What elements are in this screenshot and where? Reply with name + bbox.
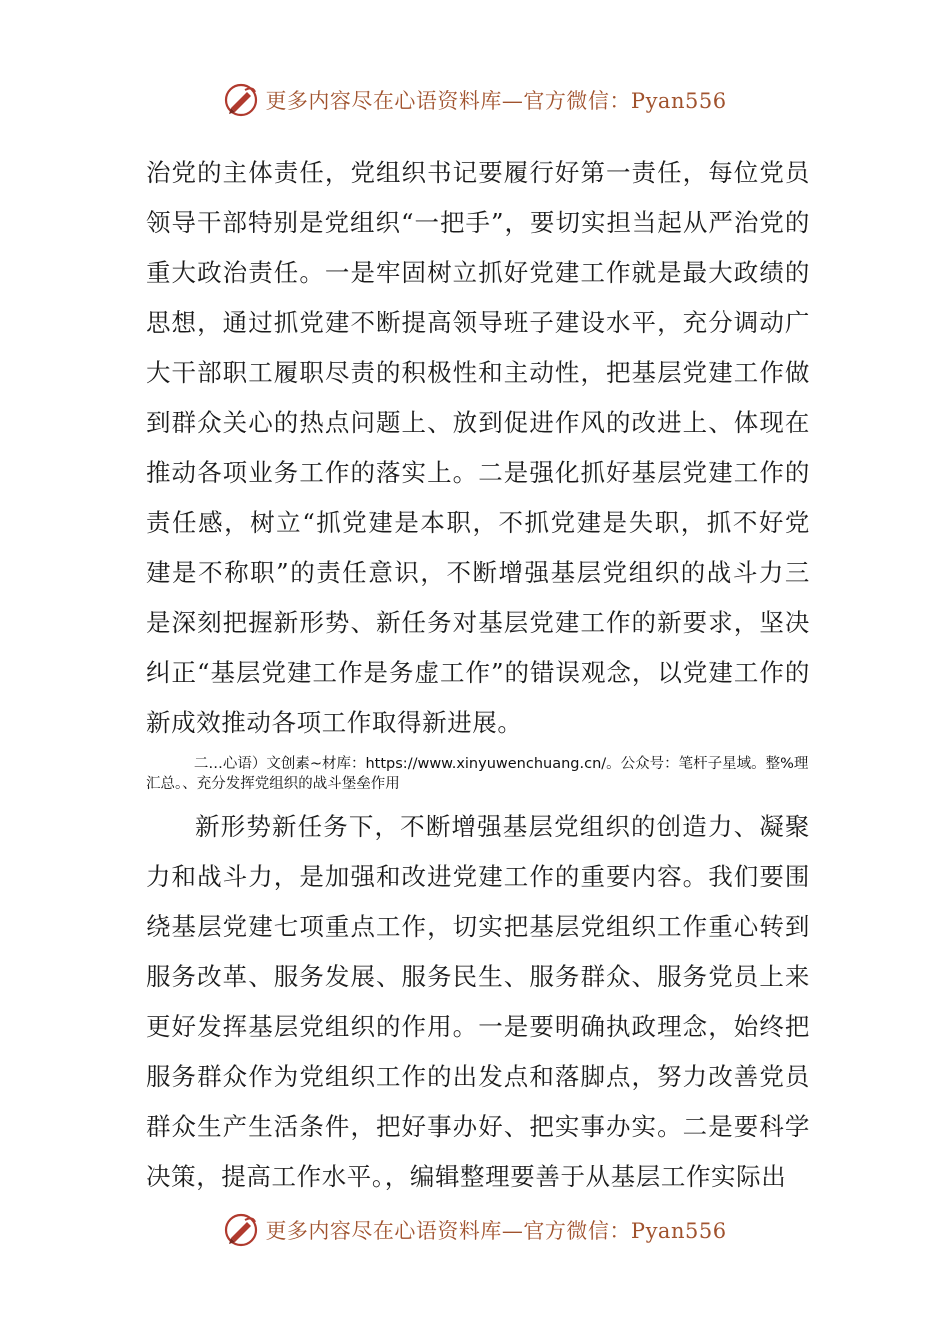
section-subheading: 二…心语）文创素~材库：https://www.xinyuwenchuang.cn/。公众号：笔杆子星域。整%理汇总。、充分发挥党组织的战斗堡垒作用 bbox=[146, 756, 809, 792]
document-body bbox=[146, 148, 810, 1202]
pen-logo-icon bbox=[223, 1212, 259, 1248]
header-banner-text: 更多内容尽在心语资料库—官方微信：Pyan556 bbox=[265, 89, 727, 113]
paragraph-2: 新形势新任务下，不断增强基层党组织的创造力、凝聚力和战斗力，是加强和改进党建工作的重要内容。我们要围绕基层党建七项重点工作，切实把基层党组织工作重心转到服务改革、服务发展、服务民生、服务群众、服务党员上来更好发挥基层党组织的作用。一是要明确执政理念，始终把服务群众作为党组织工作的出发点和落脚点，努力改善党员群众生产生活条件，把好事办好、把实事办实。二是要科学决策，提高工作水平。，编辑整理要善于从基层工作实际出 bbox=[146, 812, 810, 1191]
footer-banner bbox=[0, 1210, 950, 1250]
pen-logo-icon bbox=[223, 82, 259, 118]
header-banner bbox=[0, 80, 950, 120]
footer-banner-text: 更多内容尽在心语资料库—官方微信：Pyan556 bbox=[265, 1219, 727, 1243]
paragraph-1: 治党的主体责任，党组织书记要履行好第一责任，每位党员领导干部特别是党组织“一把手”，要切实担当起从严治党的重大政治责任。一是牢固树立抓好党建工作就是最大政绩的思想，通过抓党建不断提高领导班子建设水平，充分调动广大干部职工履职尽责的积极性和主动性，把基层党建工作做到群众关心的热点问题上、放到促进作风的改进上、体现在推动各项业务工作的落实上。二是强化抓好基层党建工作的责任感，树立“抓党建是本职，不抓党建是失职，抓不好党建是不称职”的责任意识，不断增强基层党组织的战斗力三是深刻把握新形势、新任务对基层党建工作的新要求，坚决纠正“基层党建工作是务虚工作”的错误观念，以党建工作的新成效推动各项工作取得新进展。 bbox=[146, 158, 810, 737]
